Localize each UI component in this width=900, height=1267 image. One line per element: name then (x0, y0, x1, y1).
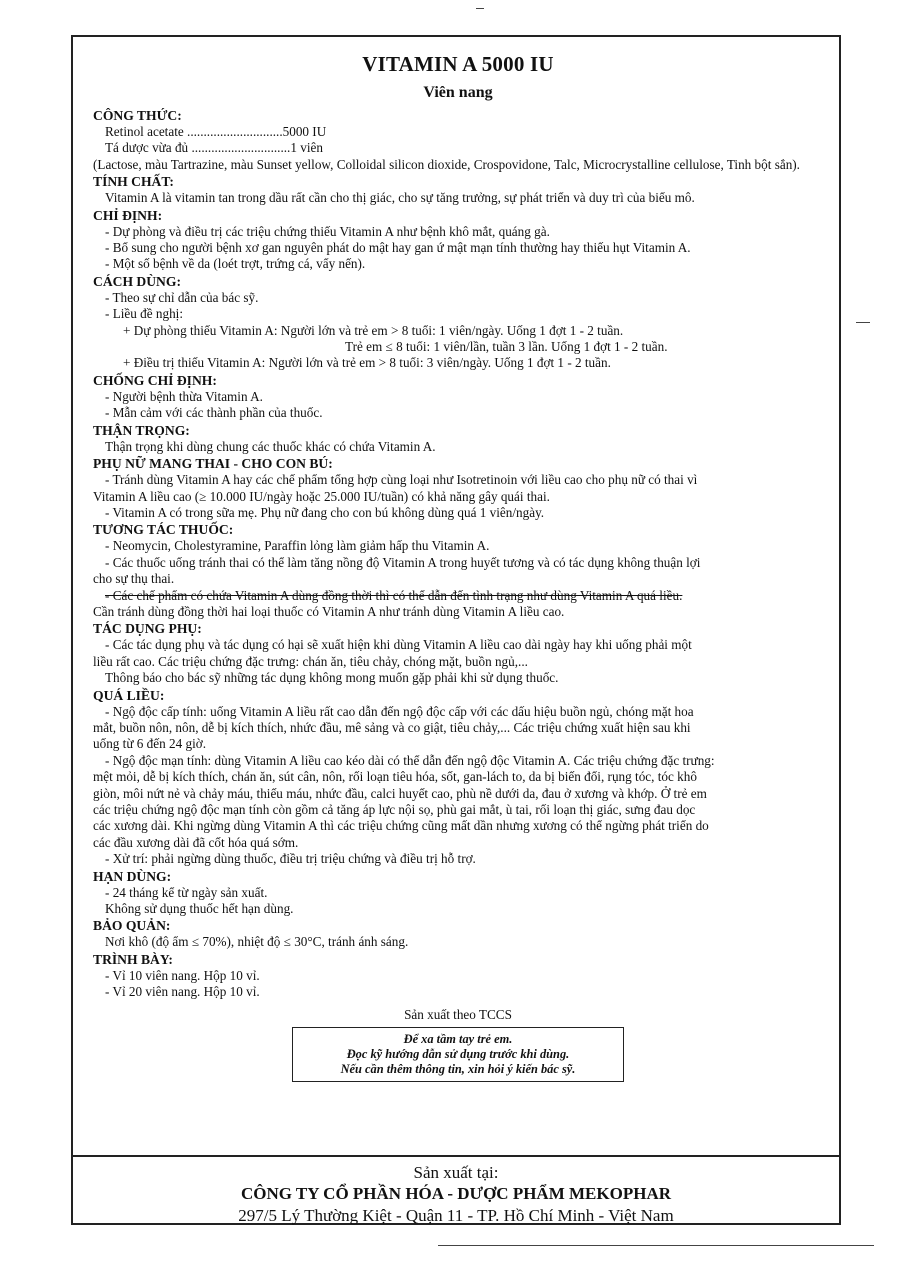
indication-item: - Bổ sung cho người bệnh xơ gan nguyên phát do mật hay gan ứ mật mạn tính thường hay thiếu hụt Vitamin A. (105, 240, 691, 256)
overdose-line: các đầu xương dài đã cốt hóa quá sớm. (93, 834, 299, 850)
usage-line: Trẻ em ≤ 8 tuổi: 1 viên/lần, tuần 3 lần. Uống 1 đợt 1 - 2 tuần. (345, 339, 668, 355)
overdose-line: mắt, buồn nôn, nôn, dễ bị kích thích, nhức đầu, mê sảng và co giật, tiêu chảy,... Các triệu chứng xuất hiện sau khi (93, 719, 691, 735)
usage-line: - Liều đề nghị: (105, 306, 184, 322)
usage-heading: CÁCH DÙNG: (93, 273, 181, 289)
manufacturer-name: CÔNG TY CỔ PHẦN HÓA - DƯỢC PHẨM MEKOPHAR (240, 1184, 671, 1203)
interaction-line: Cần tránh dùng đồng thời hai loại thuốc có Vitamin A như tránh dùng Vitamin A liều cao. (93, 603, 565, 619)
overdose-line: - Ngộ độc mạn tính: dùng Vitamin A liều cao kéo dài có thể dẫn đến ngộ độc Vitamin A. Các triệu chứng đặc trưng: (105, 752, 715, 768)
properties-text: Vitamin A là vitamin tan trong dầu rất cần cho thị giác, cho sự tăng trưởng, sự phát triển và duy trì của biểu mô. (105, 190, 695, 206)
interaction-line: - Các chế phẩm có chứa Vitamin A dùng đồng thời thì có thể dẫn đến tình trạng như dùng Vitamin A quá liều. (105, 587, 683, 603)
pregnancy-heading: PHỤ NỮ MANG THAI - CHO CON BÚ: (93, 456, 333, 472)
usage-line: + Dự phòng thiếu Vitamin A: Người lớn và trẻ em > 8 tuổi: 1 viên/ngày. Uống 1 đợt 1 - 2 tuần. (123, 322, 624, 338)
overdose-line: uống từ 6 đến 24 giờ. (93, 736, 207, 752)
formula-line: Retinol acetate .............................5000 IU (105, 124, 327, 139)
product-title: VITAMIN A 5000 IU (362, 52, 554, 76)
interaction-line: - Neomycin, Cholestyramine, Paraffin lỏng làm giảm hấp thu Vitamin A. (105, 538, 490, 554)
pregnancy-line: - Tránh dùng Vitamin A hay các chế phẩm tổng hợp cùng loại như Isotretinoin với liều cao cho phụ nữ có thai vì (105, 472, 698, 488)
dosage-form: Viên nang (423, 84, 493, 101)
shelf-life-line: - 24 tháng kể từ ngày sản xuất. (105, 884, 268, 900)
usage-line: + Điều trị thiếu Vitamin A: Người lớn và trẻ em > 8 tuổi: 3 viên/ngày. Uống 1 đợt 1 - 2 tuần. (123, 355, 611, 371)
overdose-heading: QUÁ LIỀU: (93, 687, 165, 703)
presentation-heading: TRÌNH BÀY: (93, 951, 173, 967)
overdose-line: mệt mỏi, dễ bị kích thích, chán ăn, sút cân, nôn, rối loạn tiêu hóa, sốt, gan-lách to, da bị biến đổi, rụng tóc, tóc khô (93, 769, 697, 785)
usage-line: - Theo sự chỉ dẫn của bác sỹ. (105, 289, 259, 305)
warning-line: Để xa tầm tay trẻ em. (403, 1032, 513, 1047)
storage-heading: BẢO QUẢN: (93, 918, 171, 934)
storage-text: Nơi khô (độ ẩm ≤ 70%), nhiệt độ ≤ 30°C, tránh ánh sáng. (105, 934, 409, 950)
scan-mark (856, 322, 870, 323)
warning-line: Đọc kỹ hướng dẫn sử dụng trước khi dùng. (346, 1047, 570, 1062)
shelf-life-line: Không sử dụng thuốc hết hạn dùng. (105, 901, 294, 917)
warning-line: Nếu cần thêm thông tin, xin hỏi ý kiến bác sỹ. (340, 1062, 576, 1077)
pregnancy-line: - Vitamin A có trong sữa mẹ. Phụ nữ đang cho con bú không dùng quá 1 viên/ngày. (105, 504, 545, 520)
precautions-text: Thận trọng khi dùng chung các thuốc khác có chứa Vitamin A. (105, 438, 436, 454)
contraindication-item: - Mẫn cảm với các thành phần của thuốc. (105, 405, 323, 421)
formula-heading: CÔNG THỨC: (93, 108, 182, 123)
interaction-line: cho sự thụ thai. (93, 571, 175, 587)
indication-item: - Dự phòng và điều trị các triệu chứng thiếu Vitamin A như bệnh khô mắt, quáng gà. (105, 223, 550, 239)
side-effects-line: - Các tác dụng phụ và tác dụng có hại sẽ xuất hiện khi dùng Vitamin A liều cao dài ngày hay khi uống phải một (105, 637, 692, 653)
side-effects-line: Thông báo cho bác sỹ những tác dụng không mong muốn gặp phải khi sử dụng thuốc. (105, 670, 559, 686)
shelf-life-heading: HẠN DÙNG: (93, 868, 172, 884)
warning-box (292, 1027, 624, 1082)
side-effects-line: liều rất cao. Các triệu chứng đặc trưng: chán ăn, tiêu chảy, chóng mặt, buồn ngủ,... (93, 653, 528, 669)
side-effects-heading: TÁC DỤNG PHỤ: (93, 621, 202, 637)
manufacturer-footer (73, 1155, 839, 1227)
excipients-text: (Lactose, màu Tartrazine, màu Sunset yellow, Colloidal silicon dioxide, Crospovidone, Talc, Microcrystalline cellulose, Tinh bột sắn). (93, 156, 800, 172)
interactions-heading: TƯƠNG TÁC THUỐC: (93, 522, 234, 538)
manufacturer-label: Sản xuất tại: (413, 1163, 499, 1182)
interaction-line: - Các thuốc uống tránh thai có thể làm tăng nồng độ Vitamin A trong huyết tương và có tác dụng không thuận lợi (105, 554, 701, 570)
scan-mark (476, 8, 484, 9)
precautions-heading: THẬN TRỌNG: (93, 422, 190, 438)
pregnancy-line: Vitamin A liều cao (≥ 10.000 IU/ngày hoặc 25.000 IU/tuần) có khả năng gây quái thai. (93, 488, 550, 504)
overdose-line: - Ngộ độc cấp tính: uống Vitamin A liều rất cao dẫn đến ngộ độc cấp với các dấu hiệu buồn ngủ, chóng mặt hoa (105, 703, 694, 719)
formula-line: Tá dược vừa đủ ..............................1 viên (105, 140, 323, 156)
overdose-line: giòn, môi nứt nẻ và chảy máu, thiếu máu, nhức đầu, calci huyết cao, phù nề dưới da, đau ở xương và khớp. Ở trẻ em (93, 785, 707, 801)
indication-item: - Một số bệnh về da (loét trợt, trứng cá, vẩy nến). (105, 256, 366, 272)
manufacturer-address: 297/5 Lý Thường Kiệt - Quận 11 - TP. Hồ Chí Minh - Việt Nam (238, 1206, 674, 1225)
presentation-item: - Vỉ 10 viên nang. Hộp 10 vỉ. (105, 967, 260, 983)
overdose-line: - Xử trí: phải ngừng dùng thuốc, điều trị triệu chứng và điều trị hỗ trợ. (105, 851, 476, 867)
overdose-line: các triệu chứng ngộ độc mạn tính còn gồm cả tăng áp lực nội sọ, phù gai mắt, ù tai, rối loạn thị giác, sưng đau dọc (93, 802, 696, 817)
contraindication-item: - Người bệnh thừa Vitamin A. (105, 388, 263, 404)
contraindications-heading: CHỐNG CHỈ ĐỊNH: (93, 372, 217, 388)
leaflet-body (93, 49, 823, 1082)
presentation-item: - Vỉ 20 viên nang. Hộp 10 vỉ. (105, 984, 260, 1000)
scan-mark (438, 1245, 874, 1246)
leaflet-frame (71, 35, 841, 1225)
standard-note: Sản xuất theo TCCS (404, 1006, 512, 1022)
properties-heading: TÍNH CHẤT: (93, 174, 174, 190)
overdose-line: các xương dài. Khi ngừng dùng Vitamin A thì các triệu chứng cũng mất dần nhưng xương có thể ngừng phát triển do (93, 818, 709, 834)
indications-heading: CHỈ ĐỊNH: (93, 207, 163, 223)
